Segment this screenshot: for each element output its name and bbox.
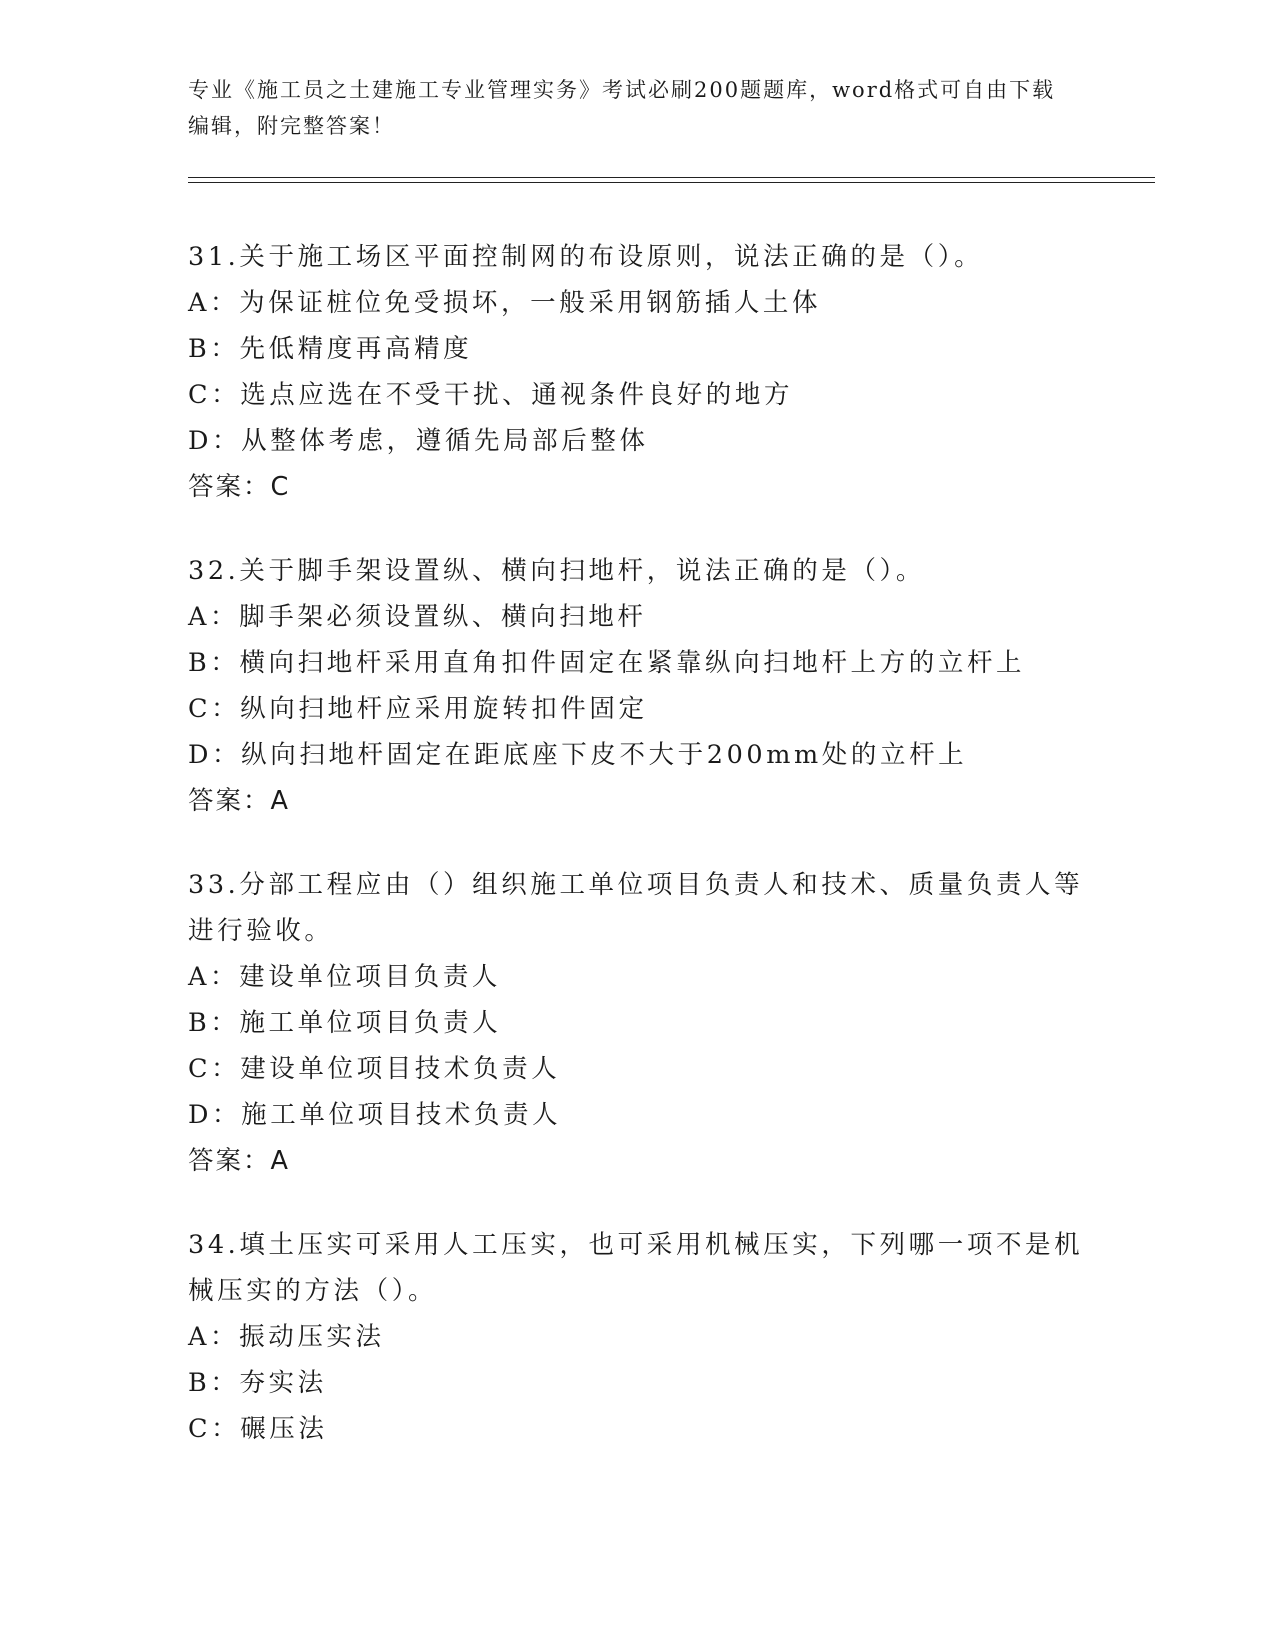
option-c: C：选点应选在不受干扰、通视条件良好的地方 bbox=[188, 380, 794, 410]
option-a: A：为保证桩位免受损坏，一般采用钢筋插人土体 bbox=[188, 288, 822, 318]
question-34 bbox=[188, 1222, 1088, 1452]
question-stem: 31.关于施工场区平面控制网的布设原则，说法正确的是（）。 bbox=[188, 242, 984, 272]
option-b: B：施工单位项目负责人 bbox=[188, 1008, 502, 1038]
question-list bbox=[188, 234, 1088, 1490]
question-stem: 33.分部工程应由（）组织施工单位项目负责人和技术、质量负责人等进行验收。 bbox=[188, 870, 1084, 946]
answer-label: 答案：A bbox=[188, 786, 290, 816]
question-stem: 34.填土压实可采用人工压实，也可采用机械压实，下列哪一项不是机械压实的方法（）。 bbox=[188, 1230, 1084, 1306]
question-32 bbox=[188, 548, 1088, 824]
option-d: D：纵向扫地杆固定在距底座下皮不大于200mm处的立杆上 bbox=[188, 740, 968, 770]
question-stem: 32.关于脚手架设置纵、横向扫地杆，说法正确的是（）。 bbox=[188, 556, 926, 586]
option-b: B：夯实法 bbox=[188, 1368, 327, 1398]
option-b: B：横向扫地杆采用直角扣件固定在紧靠纵向扫地杆上方的立杆上 bbox=[188, 648, 1026, 678]
answer-label: 答案：A bbox=[188, 1146, 290, 1176]
option-a: A：振动压实法 bbox=[188, 1322, 385, 1352]
question-33 bbox=[188, 862, 1088, 1184]
option-b: B：先低精度再高精度 bbox=[188, 334, 473, 364]
document-header: 专业《施工员之土建施工专业管理实务》考试必刷200题题库，word格式可自由下载编辑，附完整答案！ bbox=[188, 78, 1056, 138]
option-d: D：施工单位项目技术负责人 bbox=[188, 1100, 562, 1130]
header-divider-top bbox=[188, 177, 1155, 178]
option-c: C：建设单位项目技术负责人 bbox=[188, 1054, 561, 1084]
question-31 bbox=[188, 234, 1088, 510]
option-d: D：从整体考虑，遵循先局部后整体 bbox=[188, 426, 649, 456]
option-a: A：脚手架必须设置纵、横向扫地杆 bbox=[188, 602, 647, 632]
answer-label: 答案：C bbox=[188, 472, 291, 502]
option-c: C：碾压法 bbox=[188, 1414, 328, 1444]
option-c: C：纵向扫地杆应采用旋转扣件固定 bbox=[188, 694, 648, 724]
header-divider-bottom bbox=[188, 182, 1155, 183]
option-a: A：建设单位项目负责人 bbox=[188, 962, 502, 992]
